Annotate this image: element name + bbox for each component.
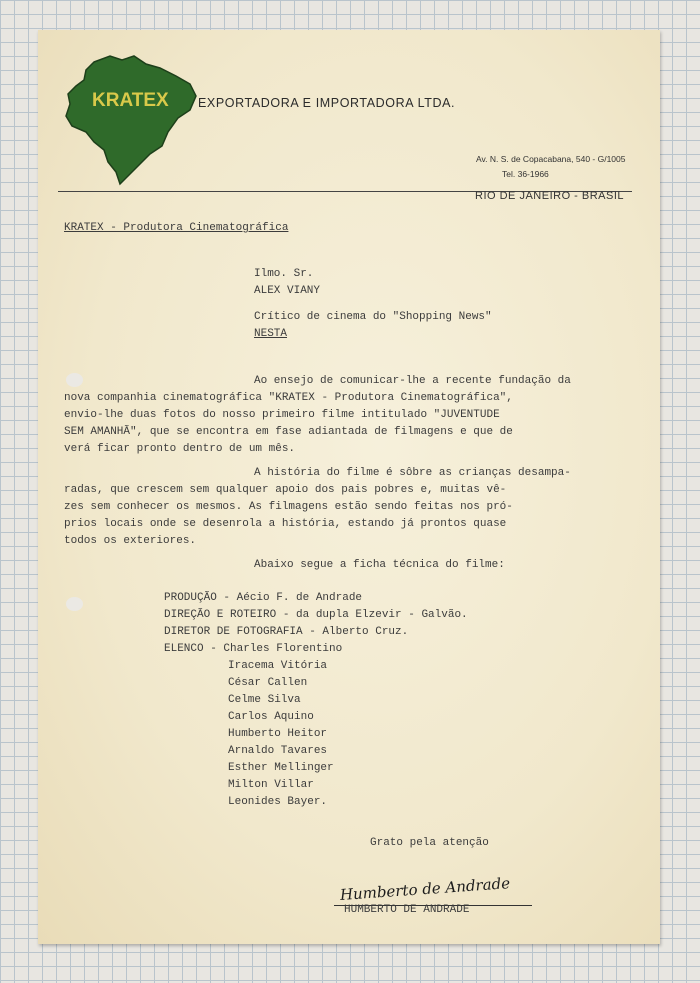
body-line: nova companhia cinematográfica "KRATEX - Produtora Cinematográfica", (64, 392, 513, 404)
cast-member: Milton Villar (228, 779, 314, 791)
body-line: A história do filme é sôbre as crianças desampa- (254, 467, 571, 479)
recipient-name: ALEX VIANY (254, 285, 321, 297)
body-line: SEM AMANHÃ", que se encontra em fase adiantada de filmagens e que de (64, 426, 513, 438)
logo-text: KRATEX (92, 90, 169, 111)
cast-member: Arnaldo Tavares (228, 745, 328, 757)
punch-hole (66, 373, 83, 387)
recipient-location: NESTA (254, 328, 288, 340)
credit-line: ELENCO - Charles Florentino (164, 643, 343, 655)
cast-member: Iracema Vitória (228, 660, 328, 672)
typed-signature: HUMBERTO DE ANDRADE (344, 904, 470, 916)
company-name: EXPORTADORA E IMPORTADORA LTDA. (198, 96, 456, 110)
company-address: Av. N. S. de Copacabana, 540 - G/1005 (476, 154, 626, 164)
handwritten-signature: Humberto de Andrade (339, 874, 511, 904)
recipient-salutation: Ilmo. Sr. (254, 268, 314, 280)
credit-line: DIREÇÃO E ROTEIRO - da dupla Elzevir - Galvão. (164, 609, 468, 621)
cast-member: Celme Silva (228, 694, 301, 706)
body-line: verá ficar pronto dentro de um mês. (64, 443, 296, 455)
brazil-map-logo (64, 54, 198, 186)
recipient-title: Crítico de cinema do "Shopping News" (254, 311, 492, 323)
company-city: RIO DE JANEIRO - BRASIL (475, 190, 625, 202)
cast-member: Esther Mellinger (228, 762, 334, 774)
punch-hole (66, 597, 83, 611)
body-line: zes sem conhecer os mesmos. As filmagens estão sendo feitas nos pró- (64, 501, 513, 513)
body-line: prios locais onde se desenrola a história, estando já prontos quase (64, 518, 507, 530)
sender-line: KRATEX - Produtora Cinematográfica (64, 222, 289, 234)
credit-line: DIRETOR DE FOTOGRAFIA - Alberto Cruz. (164, 626, 409, 638)
closing-line: Grato pela atenção (370, 837, 489, 849)
letter-page (38, 30, 660, 944)
body-line: envio-lhe duas fotos do nosso primeiro filme intitulado "JUVENTUDE (64, 409, 500, 421)
body-line: Ao ensejo de comunicar-lhe a recente fundação da (254, 375, 571, 387)
cast-member: Leonides Bayer. (228, 796, 328, 808)
body-line: todos os exteriores. (64, 535, 197, 547)
credit-line: PRODUÇÃO - Aécio F. de Andrade (164, 592, 363, 604)
body-line: Abaixo segue a ficha técnica do filme: (254, 559, 505, 571)
body-line: radas, que crescem sem qualquer apoio dos pais pobres e, muitas vê- (64, 484, 507, 496)
cast-member: Humberto Heitor (228, 728, 328, 740)
cast-member: César Callen (228, 677, 308, 689)
company-phone: Tel. 36-1966 (502, 169, 549, 179)
cast-member: Carlos Aquino (228, 711, 314, 723)
